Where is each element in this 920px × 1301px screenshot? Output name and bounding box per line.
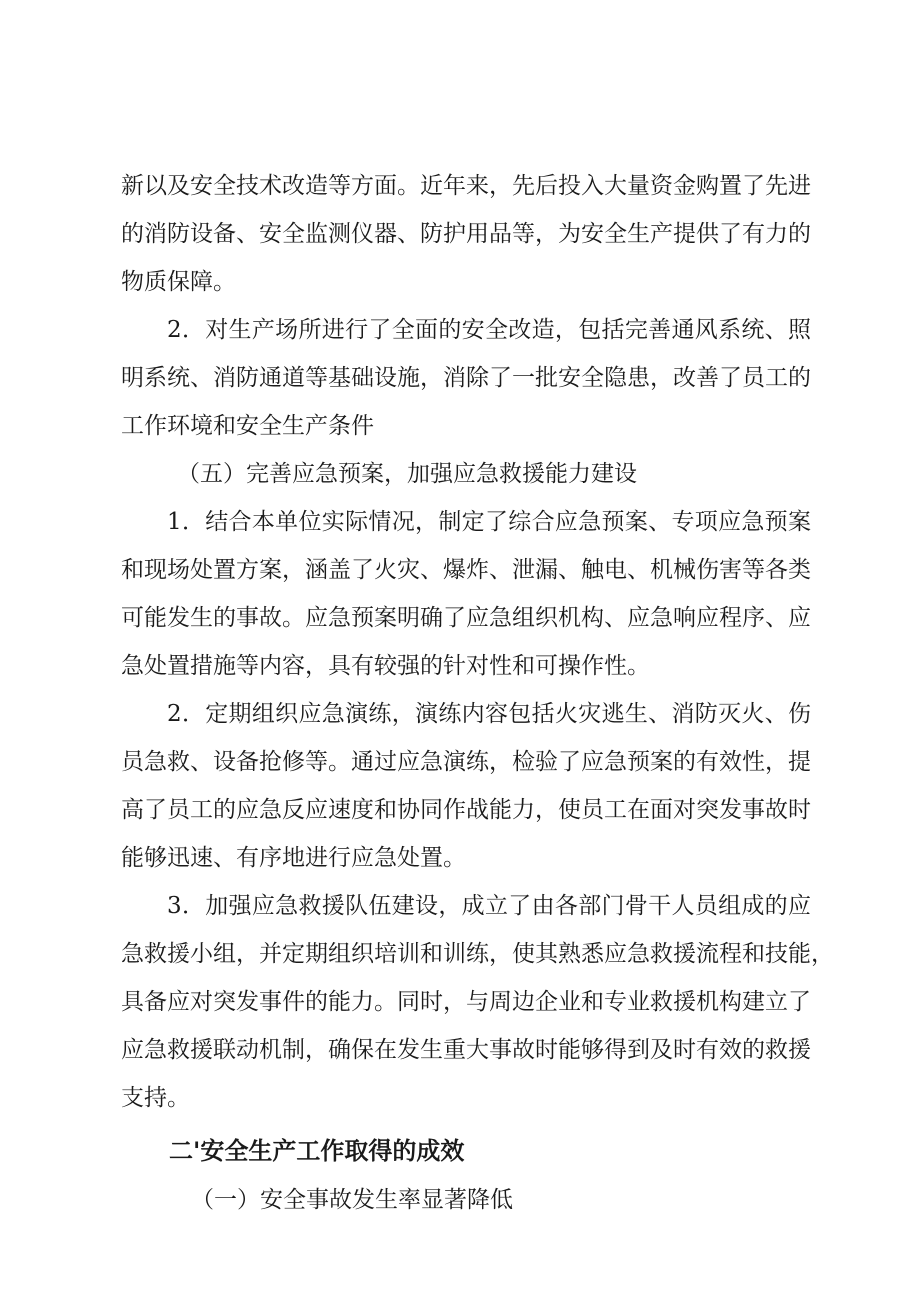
section-heading-5: （五）完善应急预案，加强应急救援能力建设 [177, 461, 637, 487]
paragraph-line: 工作环境和安全生产条件 [121, 413, 374, 439]
paragraph-line: 1．结合本单位实际情况，制定了综合应急预案、专项应急预案 [167, 509, 811, 535]
paragraph-line: 新以及安全技术改造等方面。近年来，先后投入大量资金购置了先进 [121, 173, 811, 199]
paragraph-line: 的消防设备、安全监测仪器、防护用品等，为安全生产提供了有力的 [121, 221, 811, 247]
document-body [121, 162, 834, 1224]
paragraph-line: 明系统、消防通道等基础设施，消除了一批安全隐患，改善了员工的 [121, 365, 811, 391]
paragraph-line: 物质保障。 [121, 269, 236, 295]
section-heading-1: （一）安全事故发生率显著降低 [191, 1187, 513, 1213]
paragraph-line: 2．定期组织应急演练，演练内容包括火灾逃生、消防灭火、伤 [167, 701, 811, 727]
paragraph-line: 高了员工的应急反应速度和协同作战能力，使员工在面对突发事故时 [121, 797, 811, 823]
paragraph-line: 应急救援联动机制，确保在发生重大事故时能够得到及时有效的救援 [121, 1037, 811, 1063]
chapter-heading-2: 二'安全生产工作取得的成效 [169, 1137, 465, 1165]
paragraph-line: 和现场处置方案，涵盖了火灾、爆炸、泄漏、触电、机械伤害等各类 [121, 557, 811, 583]
paragraph-line: 3．加强应急救援队伍建设，成立了由各部门骨干人员组成的应 [167, 893, 811, 919]
paragraph-line: 2．对生产场所进行了全面的安全改造，包括完善通风系统、照 [167, 317, 811, 343]
paragraph-line: 具备应对突发事件的能力。同时，与周边企业和专业救援机构建立了 [121, 989, 811, 1015]
paragraph-line: 能够迅速、有序地进行应急处置。 [121, 845, 466, 871]
paragraph-line: 急处置措施等内容，具有较强的针对性和可操作性。 [121, 653, 650, 679]
paragraph-line: 支持。 [121, 1085, 190, 1111]
paragraph-line: 急救援小组，并定期组织培训和训练，使其熟悉应急救援流程和技能， [121, 941, 834, 967]
paragraph-line: 员急救、设备抢修等。通过应急演练，检验了应急预案的有效性，提 [121, 749, 811, 775]
paragraph-line: 可能发生的事故。应急预案明确了应急组织机构、应急响应程序、应 [121, 605, 811, 631]
